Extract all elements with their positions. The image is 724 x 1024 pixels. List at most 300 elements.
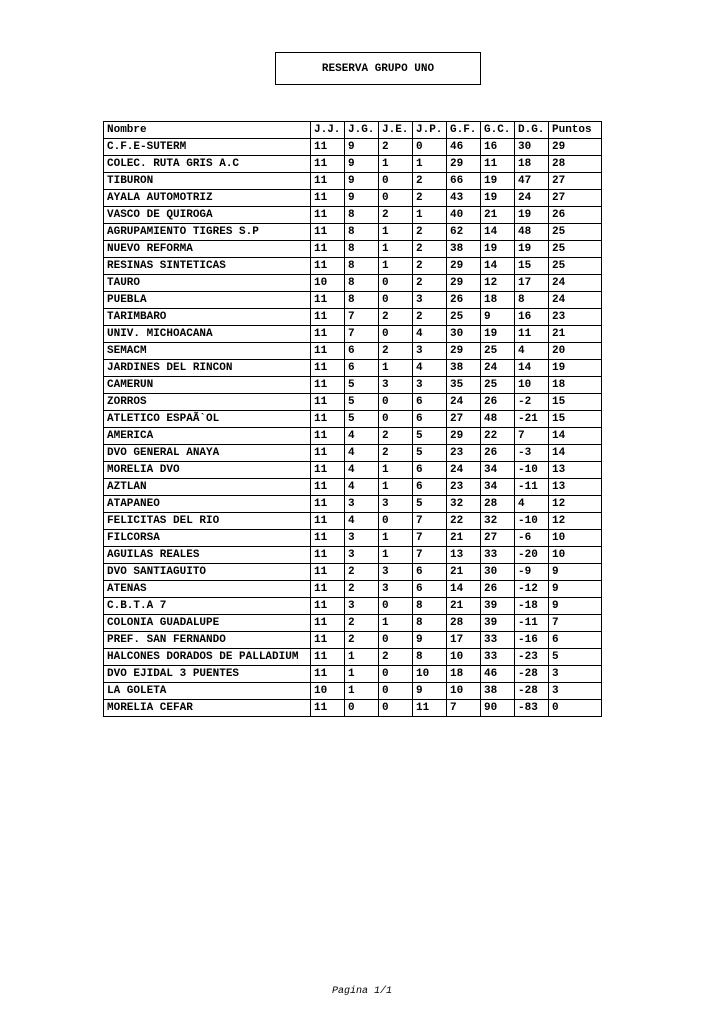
stat-cell: 11 <box>311 700 345 717</box>
stat-cell: 33 <box>481 649 515 666</box>
stat-cell: 11 <box>311 173 345 190</box>
stat-cell: 0 <box>379 326 413 343</box>
table-row <box>104 326 602 343</box>
stat-cell: 3 <box>345 496 379 513</box>
stat-cell: 24 <box>515 190 549 207</box>
stat-cell: 10 <box>515 377 549 394</box>
team-name-cell: ZORROS <box>104 394 311 411</box>
stat-cell: 6 <box>413 462 447 479</box>
stat-cell: 11 <box>311 224 345 241</box>
stat-cell: 22 <box>447 513 481 530</box>
stat-cell: 0 <box>379 513 413 530</box>
table-row <box>104 598 602 615</box>
stat-cell: 46 <box>481 666 515 683</box>
stat-cell: 5 <box>345 377 379 394</box>
stat-cell: 23 <box>549 309 602 326</box>
stat-cell: 0 <box>345 700 379 717</box>
stat-cell: 3 <box>345 530 379 547</box>
stat-cell: 2 <box>379 309 413 326</box>
stat-cell: 29 <box>447 156 481 173</box>
stat-cell: 6 <box>413 479 447 496</box>
team-name-cell: SEMACM <box>104 343 311 360</box>
stat-cell: 5 <box>345 394 379 411</box>
stat-cell: 34 <box>481 479 515 496</box>
stat-cell: -83 <box>515 700 549 717</box>
stat-cell: 7 <box>549 615 602 632</box>
stat-cell: 8 <box>413 615 447 632</box>
stat-cell: 62 <box>447 224 481 241</box>
table-row <box>104 173 602 190</box>
stat-cell: 6 <box>413 394 447 411</box>
stat-cell: 14 <box>549 445 602 462</box>
team-name-cell: MORELIA CEFAR <box>104 700 311 717</box>
stat-cell: 2 <box>379 343 413 360</box>
page-title: RESERVA GRUPO UNO <box>275 52 481 85</box>
stat-cell: 25 <box>481 343 515 360</box>
stat-cell: 7 <box>413 513 447 530</box>
stat-cell: 9 <box>413 683 447 700</box>
stat-cell: 11 <box>311 190 345 207</box>
stat-cell: 4 <box>413 326 447 343</box>
stat-cell: 11 <box>311 479 345 496</box>
team-name-cell: FILCORSA <box>104 530 311 547</box>
stat-cell: 2 <box>413 309 447 326</box>
stat-cell: 24 <box>549 275 602 292</box>
stat-cell: 1 <box>379 360 413 377</box>
table-row <box>104 156 602 173</box>
stat-cell: 24 <box>447 462 481 479</box>
stat-cell: 1 <box>379 224 413 241</box>
stat-cell: 43 <box>447 190 481 207</box>
stat-cell: 66 <box>447 173 481 190</box>
table-row <box>104 496 602 513</box>
stat-cell: 6 <box>345 343 379 360</box>
team-name-cell: DVO GENERAL ANAYA <box>104 445 311 462</box>
table-row <box>104 411 602 428</box>
stat-cell: 25 <box>549 224 602 241</box>
stat-cell: 14 <box>481 224 515 241</box>
stat-cell: 0 <box>379 190 413 207</box>
stat-cell: 21 <box>549 326 602 343</box>
stat-cell: -2 <box>515 394 549 411</box>
table-row <box>104 258 602 275</box>
stat-cell: 10 <box>311 683 345 700</box>
stat-cell: 34 <box>481 462 515 479</box>
table-row <box>104 700 602 717</box>
stat-cell: 0 <box>379 683 413 700</box>
team-name-cell: RESINAS SINTETICAS <box>104 258 311 275</box>
stat-cell: 3 <box>379 377 413 394</box>
stat-cell: 1 <box>413 207 447 224</box>
stat-cell: 3 <box>549 683 602 700</box>
team-name-cell: AZTLAN <box>104 479 311 496</box>
stat-cell: 15 <box>515 258 549 275</box>
stat-cell: 28 <box>447 615 481 632</box>
stat-cell: 18 <box>447 666 481 683</box>
column-header: Nombre <box>104 122 311 139</box>
table-header-row <box>104 122 602 139</box>
stat-cell: 9 <box>549 598 602 615</box>
stat-cell: 10 <box>447 683 481 700</box>
stat-cell: 11 <box>311 326 345 343</box>
stat-cell: 30 <box>481 564 515 581</box>
stat-cell: -12 <box>515 581 549 598</box>
stat-cell: 6 <box>413 581 447 598</box>
stat-cell: 12 <box>549 513 602 530</box>
stat-cell: 38 <box>447 241 481 258</box>
table-row <box>104 377 602 394</box>
stat-cell: 2 <box>413 224 447 241</box>
stat-cell: 5 <box>345 411 379 428</box>
table-row <box>104 479 602 496</box>
stat-cell: 19 <box>549 360 602 377</box>
stat-cell: 11 <box>311 309 345 326</box>
table-row <box>104 360 602 377</box>
team-name-cell: MORELIA DVO <box>104 462 311 479</box>
table-row <box>104 207 602 224</box>
stat-cell: 8 <box>515 292 549 309</box>
stat-cell: 25 <box>549 258 602 275</box>
stat-cell: 11 <box>311 530 345 547</box>
stat-cell: 11 <box>311 581 345 598</box>
stat-cell: 2 <box>413 275 447 292</box>
stat-cell: -20 <box>515 547 549 564</box>
stat-cell: 0 <box>549 700 602 717</box>
stat-cell: 7 <box>447 700 481 717</box>
stat-cell: 0 <box>379 292 413 309</box>
stat-cell: 11 <box>311 207 345 224</box>
stat-cell: 11 <box>311 258 345 275</box>
stat-cell: 26 <box>481 445 515 462</box>
stat-cell: 26 <box>481 394 515 411</box>
stat-cell: 1 <box>379 530 413 547</box>
stat-cell: 0 <box>379 275 413 292</box>
team-name-cell: COLONIA GUADALUPE <box>104 615 311 632</box>
stat-cell: 15 <box>549 411 602 428</box>
stat-cell: 27 <box>481 530 515 547</box>
stat-cell: 10 <box>549 547 602 564</box>
stat-cell: 27 <box>549 190 602 207</box>
stat-cell: 19 <box>515 207 549 224</box>
stat-cell: -10 <box>515 462 549 479</box>
stat-cell: 29 <box>447 275 481 292</box>
stat-cell: 1 <box>379 241 413 258</box>
stat-cell: 28 <box>481 496 515 513</box>
stat-cell: 30 <box>515 139 549 156</box>
stat-cell: 1 <box>379 547 413 564</box>
stat-cell: 11 <box>311 547 345 564</box>
stat-cell: 10 <box>311 275 345 292</box>
stat-cell: 0 <box>379 598 413 615</box>
team-name-cell: COLEC. RUTA GRIS A.C <box>104 156 311 173</box>
stat-cell: 0 <box>379 700 413 717</box>
stat-cell: 11 <box>311 428 345 445</box>
stat-cell: 2 <box>379 139 413 156</box>
stat-cell: 6 <box>345 360 379 377</box>
table-row <box>104 241 602 258</box>
team-name-cell: C.B.T.A 7 <box>104 598 311 615</box>
stat-cell: 1 <box>379 462 413 479</box>
stat-cell: 3 <box>549 666 602 683</box>
team-name-cell: TARIMBARO <box>104 309 311 326</box>
stat-cell: 48 <box>515 224 549 241</box>
table-row <box>104 224 602 241</box>
table-row <box>104 581 602 598</box>
stat-cell: 39 <box>481 615 515 632</box>
stat-cell: 11 <box>311 615 345 632</box>
stat-cell: 38 <box>447 360 481 377</box>
stat-cell: 13 <box>447 547 481 564</box>
stat-cell: 11 <box>311 666 345 683</box>
stat-cell: 4 <box>345 462 379 479</box>
stat-cell: 6 <box>549 632 602 649</box>
table-row <box>104 190 602 207</box>
stat-cell: 20 <box>549 343 602 360</box>
stat-cell: 29 <box>549 139 602 156</box>
column-header: J.J. <box>311 122 345 139</box>
stat-cell: 3 <box>379 496 413 513</box>
stat-cell: 22 <box>481 428 515 445</box>
stat-cell: 28 <box>549 156 602 173</box>
stat-cell: 2 <box>345 564 379 581</box>
column-header: G.F. <box>447 122 481 139</box>
team-name-cell: TAURO <box>104 275 311 292</box>
stat-cell: 11 <box>515 326 549 343</box>
stat-cell: 13 <box>549 462 602 479</box>
stat-cell: 23 <box>447 479 481 496</box>
table-row <box>104 530 602 547</box>
table-row <box>104 632 602 649</box>
stat-cell: 5 <box>549 649 602 666</box>
stat-cell: 17 <box>447 632 481 649</box>
stat-cell: 19 <box>481 190 515 207</box>
stat-cell: 8 <box>345 224 379 241</box>
stat-cell: 2 <box>379 428 413 445</box>
stat-cell: -9 <box>515 564 549 581</box>
stat-cell: 7 <box>413 530 447 547</box>
team-name-cell: ATAPANEO <box>104 496 311 513</box>
stat-cell: -18 <box>515 598 549 615</box>
stat-cell: -28 <box>515 683 549 700</box>
stat-cell: 11 <box>311 649 345 666</box>
team-name-cell: DVO SANTIAGUITO <box>104 564 311 581</box>
table-row <box>104 445 602 462</box>
stat-cell: 1 <box>379 258 413 275</box>
stat-cell: -6 <box>515 530 549 547</box>
stat-cell: 8 <box>345 241 379 258</box>
stat-cell: 0 <box>379 394 413 411</box>
stat-cell: 2 <box>379 649 413 666</box>
stat-cell: 9 <box>345 190 379 207</box>
team-name-cell: VASCO DE QUIROGA <box>104 207 311 224</box>
stat-cell: 24 <box>481 360 515 377</box>
stat-cell: 16 <box>481 139 515 156</box>
team-name-cell: ATENAS <box>104 581 311 598</box>
stat-cell: 21 <box>447 564 481 581</box>
stat-cell: 1 <box>345 666 379 683</box>
stat-cell: 19 <box>515 241 549 258</box>
stat-cell: 2 <box>345 581 379 598</box>
stat-cell: 32 <box>481 513 515 530</box>
stat-cell: 0 <box>413 139 447 156</box>
stat-cell: 35 <box>447 377 481 394</box>
stat-cell: 2 <box>413 258 447 275</box>
stat-cell: 26 <box>447 292 481 309</box>
stat-cell: 11 <box>311 156 345 173</box>
team-name-cell: ATLETICO ESPAÃ`OL <box>104 411 311 428</box>
stat-cell: 5 <box>413 428 447 445</box>
stat-cell: -11 <box>515 479 549 496</box>
stat-cell: 4 <box>515 496 549 513</box>
stat-cell: 11 <box>311 513 345 530</box>
stat-cell: 9 <box>345 156 379 173</box>
column-header: J.P. <box>413 122 447 139</box>
stat-cell: 23 <box>447 445 481 462</box>
stat-cell: 3 <box>413 343 447 360</box>
stat-cell: 9 <box>481 309 515 326</box>
stat-cell: -21 <box>515 411 549 428</box>
stat-cell: -10 <box>515 513 549 530</box>
stat-cell: 18 <box>515 156 549 173</box>
team-name-cell: AGUILAS REALES <box>104 547 311 564</box>
column-header: G.C. <box>481 122 515 139</box>
stat-cell: 19 <box>481 173 515 190</box>
stat-cell: 11 <box>311 462 345 479</box>
stat-cell: 10 <box>549 530 602 547</box>
stat-cell: 16 <box>515 309 549 326</box>
stat-cell: 24 <box>549 292 602 309</box>
team-name-cell: PUEBLA <box>104 292 311 309</box>
team-name-cell: NUEVO REFORMA <box>104 241 311 258</box>
stat-cell: -3 <box>515 445 549 462</box>
stat-cell: 11 <box>413 700 447 717</box>
team-name-cell: DVO EJIDAL 3 PUENTES <box>104 666 311 683</box>
stat-cell: 32 <box>447 496 481 513</box>
stat-cell: 11 <box>311 632 345 649</box>
stat-cell: 8 <box>413 649 447 666</box>
stat-cell: 30 <box>447 326 481 343</box>
stat-cell: 9 <box>549 581 602 598</box>
stat-cell: 7 <box>413 547 447 564</box>
stat-cell: 47 <box>515 173 549 190</box>
table-row <box>104 394 602 411</box>
column-header: Puntos <box>549 122 602 139</box>
stat-cell: 38 <box>481 683 515 700</box>
table-row <box>104 513 602 530</box>
stat-cell: 0 <box>379 666 413 683</box>
stat-cell: 11 <box>311 411 345 428</box>
stat-cell: 10 <box>447 649 481 666</box>
stat-cell: 29 <box>447 343 481 360</box>
stat-cell: 3 <box>413 292 447 309</box>
stat-cell: 9 <box>549 564 602 581</box>
table-row <box>104 462 602 479</box>
stat-cell: 17 <box>515 275 549 292</box>
stat-cell: 4 <box>515 343 549 360</box>
stat-cell: 9 <box>345 173 379 190</box>
stat-cell: 1 <box>379 479 413 496</box>
team-name-cell: AGRUPAMIENTO TIGRES S.P <box>104 224 311 241</box>
stat-cell: 14 <box>481 258 515 275</box>
column-header: J.E. <box>379 122 413 139</box>
column-header: D.G. <box>515 122 549 139</box>
stat-cell: 10 <box>413 666 447 683</box>
stat-cell: 6 <box>413 564 447 581</box>
stat-cell: 11 <box>311 598 345 615</box>
table-row <box>104 649 602 666</box>
table-row <box>104 666 602 683</box>
stat-cell: 40 <box>447 207 481 224</box>
stat-cell: 5 <box>413 496 447 513</box>
stat-cell: -28 <box>515 666 549 683</box>
stat-cell: 29 <box>447 258 481 275</box>
stat-cell: 46 <box>447 139 481 156</box>
stat-cell: 5 <box>413 445 447 462</box>
standings-table <box>103 121 602 717</box>
stat-cell: 2 <box>379 207 413 224</box>
stat-cell: 8 <box>345 275 379 292</box>
stat-cell: 3 <box>379 564 413 581</box>
stat-cell: 21 <box>481 207 515 224</box>
team-name-cell: FELICITAS DEL RIO <box>104 513 311 530</box>
stat-cell: 2 <box>379 445 413 462</box>
stat-cell: 2 <box>345 632 379 649</box>
stat-cell: 11 <box>311 241 345 258</box>
stat-cell: 11 <box>311 445 345 462</box>
stat-cell: 2 <box>345 615 379 632</box>
stat-cell: 25 <box>447 309 481 326</box>
stat-cell: 4 <box>345 445 379 462</box>
stat-cell: 39 <box>481 598 515 615</box>
table-body <box>104 139 602 717</box>
stat-cell: 3 <box>379 581 413 598</box>
stat-cell: 48 <box>481 411 515 428</box>
stat-cell: 9 <box>413 632 447 649</box>
page-footer: Pagina 1/1 <box>331 986 392 997</box>
stat-cell: 1 <box>379 156 413 173</box>
stat-cell: 15 <box>549 394 602 411</box>
table-row <box>104 275 602 292</box>
stat-cell: -16 <box>515 632 549 649</box>
stat-cell: 33 <box>481 547 515 564</box>
stat-cell: 8 <box>345 258 379 275</box>
stat-cell: 11 <box>311 564 345 581</box>
stat-cell: 4 <box>345 479 379 496</box>
stat-cell: 21 <box>447 598 481 615</box>
stat-cell: 2 <box>413 173 447 190</box>
stat-cell: 26 <box>481 581 515 598</box>
team-name-cell: UNIV. MICHOACANA <box>104 326 311 343</box>
team-name-cell: PREF. SAN FERNANDO <box>104 632 311 649</box>
stat-cell: 1 <box>345 683 379 700</box>
stat-cell: 8 <box>345 292 379 309</box>
stat-cell: 18 <box>481 292 515 309</box>
stat-cell: 4 <box>413 360 447 377</box>
column-header: J.G. <box>345 122 379 139</box>
stat-cell: 11 <box>311 377 345 394</box>
stat-cell: -11 <box>515 615 549 632</box>
team-name-cell: TIBURON <box>104 173 311 190</box>
stat-cell: 18 <box>549 377 602 394</box>
table-row <box>104 139 602 156</box>
stat-cell: 2 <box>413 241 447 258</box>
stat-cell: 3 <box>345 598 379 615</box>
stat-cell: 0 <box>379 632 413 649</box>
stat-cell: 9 <box>345 139 379 156</box>
team-name-cell: AYALA AUTOMOTRIZ <box>104 190 311 207</box>
stat-cell: 11 <box>311 292 345 309</box>
team-name-cell: C.F.E-SUTERM <box>104 139 311 156</box>
